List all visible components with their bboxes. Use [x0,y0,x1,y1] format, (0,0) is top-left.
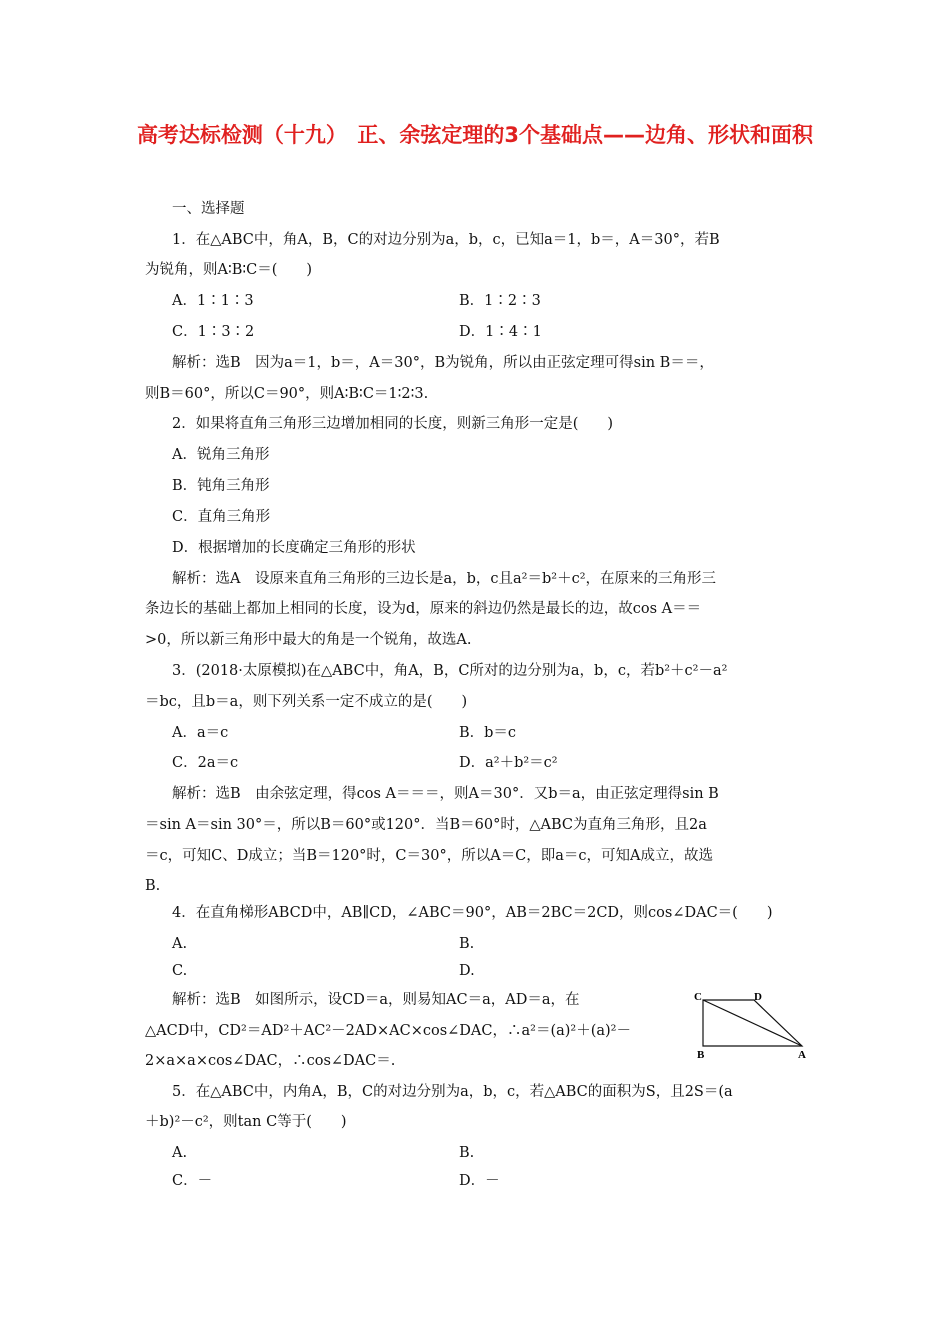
fig-label-c: C [694,991,702,1003]
q4-option-c: C. [172,963,188,979]
q4-solution-line1: 解析：选B 如图所示，设CD＝a，则易知AC＝a，AD＝a，在 [172,992,580,1008]
q5-option-d: D．－ [459,1173,500,1189]
q2-stem: 2．如果将直角三角形三边增加相同的长度，则新三角形一定是( ) [172,416,614,432]
q2-option-c: C．直角三角形 [172,509,271,525]
page-title: 高考达标检测（十九） 正、余弦定理的3个基础点——边角、形状和面积 [136,123,814,147]
fig-label-b: B [697,1049,705,1060]
q1-stem-line2: 为锐角，则A∶B∶C＝( ) [145,262,313,278]
q3-solution-line4: B. [145,878,161,894]
q4-stem: 4．在直角梯形ABCD中，AB∥CD，∠ABC＝90°，AB＝2BC＝2CD，则cos∠DAC＝( ) [172,905,773,921]
q5-option-c: C．－ [172,1173,213,1189]
fig-label-d: D [754,991,762,1003]
q3-stem-line2: ＝bc，且b＝a，则下列关系一定不成立的是( ) [145,694,468,710]
q2-option-a: A．锐角三角形 [172,447,270,463]
q4-option-d: D. [459,963,475,979]
section-heading: 一、选择题 [172,201,245,217]
q1-option-d: D．1∶4∶1 [459,324,542,340]
q2-option-d: D．根据增加的长度确定三角形的形状 [172,540,416,556]
q4-option-b: B. [459,936,475,952]
q2-solution-line1: 解析：选A 设原来直角三角形的三边长是a，b，c且a²＝b²＋c²，在原来的三角形三 [172,571,717,587]
q5-option-a: A. [172,1145,188,1161]
q3-stem-line1: 3．(2018·太原模拟)在△ABC中，角A，B，C所对的边分别为a，b，c，若b²＋c²－a² [172,663,728,679]
trapezoid-figure [692,990,816,1060]
q1-option-b: B．1∶2∶3 [459,293,541,309]
q4-solution-line3: 2×a×a×cos∠DAC，∴cos∠DAC＝. [145,1053,396,1069]
q3-solution-line3: ＝c，可知C、D成立；当B＝120°时，C＝30°，所以A＝C，即a＝c，可知A成立，故选 [145,848,714,864]
q2-solution-line2: 条边长的基础上都加上相同的长度，设为d，原来的斜边仍然是最长的边，故cos A＝＝ [145,601,702,617]
q2-solution-line3: >0，所以新三角形中最大的角是一个锐角，故选A. [145,632,472,648]
q1-option-c: C．1∶3∶2 [172,324,255,340]
fig-label-a: A [798,1049,806,1060]
q3-option-d: D．a²＋b²＝c² [459,755,558,771]
q5-stem-line1: 5．在△ABC中，内角A，B，C的对边分别为a，b，c，若△ABC的面积为S，且2S＝(a [172,1084,733,1100]
q5-stem-line2: ＋b)²－c²，则tan C等于( ) [145,1114,347,1130]
q3-option-a: A．a＝c [172,725,229,741]
q1-solution-line2: 则B＝60°，所以C＝90°，则A∶B∶C＝1∶2∶3. [145,386,429,402]
q3-option-b: B．b＝c [459,725,517,741]
q5-option-b: B. [459,1145,475,1161]
q3-option-c: C．2a＝c [172,755,239,771]
q3-solution-line1: 解析：选B 由余弦定理，得cos A＝＝＝，则A＝30°．又b＝a，由正弦定理得sin B [172,786,719,802]
q4-solution-line2: △ACD中，CD²＝AD²＋AC²－2AD×AC×cos∠DAC，∴a²＝(a)²＋(a)²－ [145,1023,631,1039]
q1-option-a: A．1∶1∶3 [172,293,254,309]
q3-solution-line2: ＝sin A＝sin 30°＝，所以B＝60°或120°．当B＝60°时，△ABC为直角三角形，且2a [145,817,707,833]
q2-option-b: B．钝角三角形 [172,478,270,494]
q1-solution-line1: 解析：选B 因为a＝1，b＝，A＝30°，B为锐角，所以由正弦定理可得sin B＝＝， [172,355,714,371]
q4-option-a: A. [172,936,188,952]
q1-stem-line1: 1．在△ABC中，角A，B，C的对边分别为a，b，c，已知a＝1，b＝，A＝30°，若B [172,232,720,248]
